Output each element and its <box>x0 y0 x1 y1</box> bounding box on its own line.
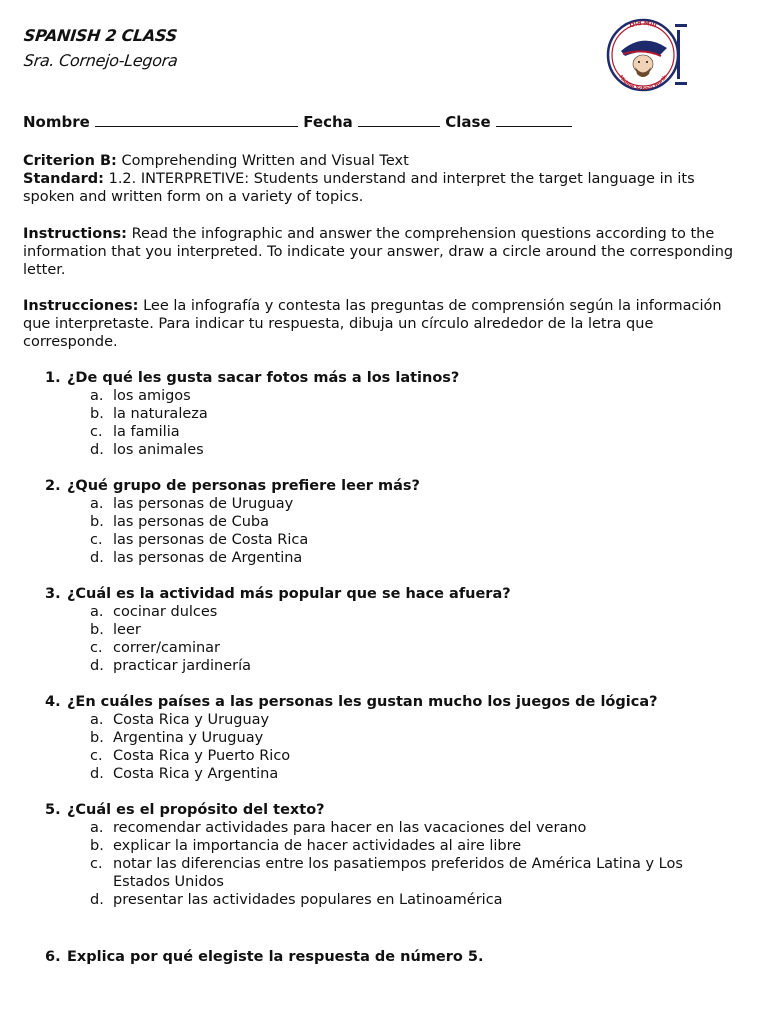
answer-option[interactable] <box>90 639 735 657</box>
option-letter: c. <box>90 640 103 656</box>
question-number: 2. <box>45 478 61 494</box>
answer-option[interactable] <box>90 387 735 405</box>
instructions-es-text: Lee la infografía y contesta las preguntas de comprensión según la información que interpretaste. Para indicar tu respuesta, dibuja un círculo alrededor de la letra que corresponde. <box>23 298 722 350</box>
option-text: la naturaleza <box>113 406 208 422</box>
question-text: ¿Qué grupo de personas prefiere leer más? <box>67 478 420 494</box>
option-letter: d. <box>90 892 104 908</box>
student-info-line <box>23 113 572 131</box>
question-2 <box>45 477 735 567</box>
answer-option[interactable] <box>90 657 735 675</box>
standard-text: 1.2. INTERPRETIVE: Students understand and interpret the target language in its spoken and written form on a variety of topics. <box>23 171 695 205</box>
question-text: ¿Cuál es el propósito del texto? <box>67 802 325 818</box>
instructions-en-label: Instructions: <box>23 226 127 242</box>
question-text: ¿En cuáles países a las personas les gustan mucho los juegos de lógica? <box>67 694 658 710</box>
question-number: 5. <box>45 802 61 818</box>
criterion-label: Criterion B: <box>23 153 117 169</box>
option-text: Costa Rica y Uruguay <box>113 712 270 728</box>
question-4 <box>45 693 735 783</box>
question-text: ¿De qué les gusta sacar fotos más a los latinos? <box>67 370 460 386</box>
option-letter: d. <box>90 442 104 458</box>
option-text: leer <box>113 622 141 638</box>
option-letter: b. <box>90 406 104 422</box>
nombre-blank[interactable] <box>95 114 298 127</box>
option-letter: c. <box>90 856 103 872</box>
criterion-text: Comprehending Written and Visual Text <box>121 153 409 169</box>
question-3 <box>45 585 735 675</box>
clase-label: Clase <box>445 113 491 131</box>
answer-option[interactable] <box>90 621 735 639</box>
nombre-label: Nombre <box>23 113 90 131</box>
answer-option[interactable] <box>90 513 735 531</box>
option-letter: c. <box>90 424 103 440</box>
answer-option[interactable] <box>90 603 735 621</box>
answer-option[interactable] <box>90 855 735 891</box>
option-text: Argentina y Uruguay <box>113 730 264 746</box>
option-text: los amigos <box>113 388 191 404</box>
option-letter: d. <box>90 766 104 782</box>
question-number: 6. <box>45 949 61 965</box>
option-text: las personas de Costa Rica <box>113 532 309 548</box>
clase-blank[interactable] <box>496 114 572 127</box>
school-mascot-logo-icon <box>603 18 689 92</box>
answer-option[interactable] <box>90 531 735 549</box>
option-text: las personas de Argentina <box>113 550 303 566</box>
instructions-english <box>23 225 748 279</box>
option-letter: a. <box>90 820 104 836</box>
option-letter: a. <box>90 712 104 728</box>
option-letter: b. <box>90 514 104 530</box>
option-text: las personas de Cuba <box>113 514 269 530</box>
instructions-spanish <box>23 297 748 351</box>
option-letter: b. <box>90 622 104 638</box>
option-text: los animales <box>113 442 204 458</box>
option-letter: b. <box>90 730 104 746</box>
option-text: presentar las actividades populares en Latinoamérica <box>113 892 503 908</box>
standard-line <box>23 170 748 206</box>
teacher-name: Sra. Cornejo-Legora <box>23 51 179 70</box>
standard-label: Standard: <box>23 171 104 187</box>
option-letter: d. <box>90 658 104 674</box>
question-6 <box>45 948 484 966</box>
answer-option[interactable] <box>90 747 735 765</box>
fecha-label: Fecha <box>303 113 353 131</box>
answer-option[interactable] <box>90 711 735 729</box>
question-text: Explica por qué elegiste la respuesta de número 5. <box>67 949 484 965</box>
option-text: Costa Rica y Argentina <box>113 766 279 782</box>
answer-option[interactable] <box>90 729 735 747</box>
answer-option[interactable] <box>90 495 735 513</box>
question-number: 1. <box>45 370 61 386</box>
class-title: SPANISH 2 CLASS <box>23 26 178 45</box>
option-letter: a. <box>90 388 104 404</box>
instructions-es-label: Instrucciones: <box>23 298 139 314</box>
instructions-en-text: Read the infographic and answer the comprehension questions according to the information that you interpreted. To indicate your answer, draw a circle around the corresponding letter. <box>23 226 734 278</box>
option-text: la familia <box>113 424 180 440</box>
answer-option[interactable] <box>90 405 735 423</box>
answer-option[interactable] <box>90 549 735 567</box>
question-text: ¿Cuál es la actividad más popular que se hace afuera? <box>67 586 511 602</box>
option-text: practicar jardinería <box>113 658 252 674</box>
answer-option[interactable] <box>90 891 735 909</box>
option-text: recomendar actividades para hacer en las vacaciones del verano <box>113 820 587 836</box>
question-number: 3. <box>45 586 61 602</box>
logo-text-top: Old Mill <box>628 19 658 30</box>
option-letter: b. <box>90 838 104 854</box>
option-letter: a. <box>90 496 104 512</box>
answer-option[interactable] <box>90 441 735 459</box>
logo-text-bottom: Middle School North <box>617 74 669 92</box>
fecha-blank[interactable] <box>358 114 440 127</box>
answer-option[interactable] <box>90 423 735 441</box>
option-text: Costa Rica y Puerto Rico <box>113 748 291 764</box>
answer-option[interactable] <box>90 765 735 783</box>
criterion-standard <box>23 152 748 206</box>
question-list <box>45 369 735 927</box>
option-letter: c. <box>90 532 103 548</box>
answer-option[interactable] <box>90 819 735 837</box>
option-letter: a. <box>90 604 104 620</box>
option-letter: c. <box>90 748 103 764</box>
question-5 <box>45 801 735 909</box>
answer-option[interactable] <box>90 837 735 855</box>
option-text: correr/caminar <box>113 640 221 656</box>
criterion-line <box>23 152 748 170</box>
option-text: explicar la importancia de hacer actividades al aire libre <box>113 838 522 854</box>
option-letter: d. <box>90 550 104 566</box>
option-text: las personas de Uruguay <box>113 496 294 512</box>
question-number: 4. <box>45 694 61 710</box>
option-text: cocinar dulces <box>113 604 218 620</box>
option-text: notar las diferencias entre los pasatiempos preferidos de América Latina y Los Estados Unidos <box>113 856 683 890</box>
question-1 <box>45 369 735 459</box>
